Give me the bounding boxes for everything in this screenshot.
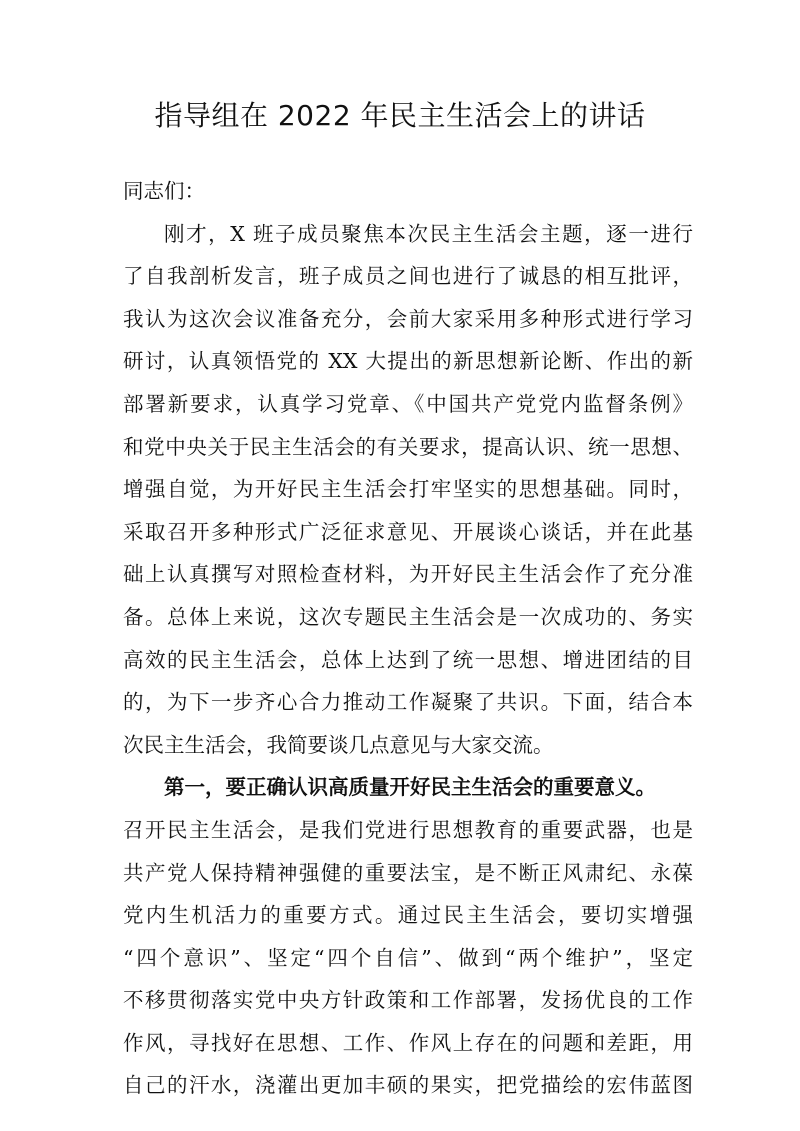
section-heading: 第一，要正确认识高质量开好民主生活会的重要意义。 xyxy=(164,775,656,800)
paragraph-line: 备。总体上来说，这次专题民主生活会是一次成功的、务实 xyxy=(123,604,693,629)
salutation: 同志们： xyxy=(123,179,205,203)
paragraph-line: 了自我剖析发言，班子成员之间也进行了诚恳的相互批评， xyxy=(123,264,693,289)
paragraph-line: 次民主生活会，我简要谈几点意见与大家交流。 xyxy=(123,732,554,757)
paragraph-line: 高效的民主生活会，总体上达到了统一思想、增进团结的目 xyxy=(123,647,693,672)
paragraph-line: 不移贯彻落实党中央方针政策和工作部署，发扬优良的工作 xyxy=(123,988,693,1013)
paragraph-line: 共产党人保持精神强健的重要法宝，是不断正风肃纪、永葆 xyxy=(123,860,693,885)
paragraph-line: 召开民主生活会，是我们党进行思想教育的重要武器，也是 xyxy=(123,817,693,842)
paragraph-line: 的，为下一步齐心合力推动工作凝聚了共识。下面，结合本 xyxy=(123,690,693,715)
paragraph-line: 增强自觉，为开好民主生活会打牢坚实的思想基础。同时， xyxy=(123,477,693,502)
paragraph-line: 作风，寻找好在思想、工作、作风上存在的问题和差距，用 xyxy=(123,1030,693,1055)
paragraph-line: “四个意识”、坚定“四个自信”、做到“两个维护”，坚定 xyxy=(123,945,693,970)
paragraph-line: 部署新要求，认真学习党章、《中国共产党党内监督条例》 xyxy=(123,391,693,416)
paragraph-line: 和党中央关于民主生活会的有关要求，提高认识、统一思想、 xyxy=(123,434,693,459)
paragraph-line: 自己的汗水，浇灌出更加丰硕的果实，把党描绘的宏伟蓝图 xyxy=(123,1073,693,1098)
document-body xyxy=(123,170,693,1107)
paragraph-line: 础上认真撰写对照检查材料，为开好民主生活会作了充分准 xyxy=(123,562,693,587)
document-title: 指导组在 2022 年民主生活会上的讲话 xyxy=(154,99,646,132)
paragraph-line: 研讨，认真领悟党的 XX 大提出的新思想新论断、作出的新 xyxy=(123,349,693,374)
paragraph-line: 刚才，X 班子成员聚焦本次民主生活会主题，逐一进行 xyxy=(164,221,693,246)
paragraph-line: 采取召开多种形式广泛征求意见、开展谈心谈话，并在此基 xyxy=(123,519,693,544)
paragraph-line: 党内生机活力的重要方式。通过民主生活会，要切实增强 xyxy=(123,903,693,928)
paragraph-line: 我认为这次会议准备充分，会前大家采用多种形式进行学习 xyxy=(123,306,693,331)
